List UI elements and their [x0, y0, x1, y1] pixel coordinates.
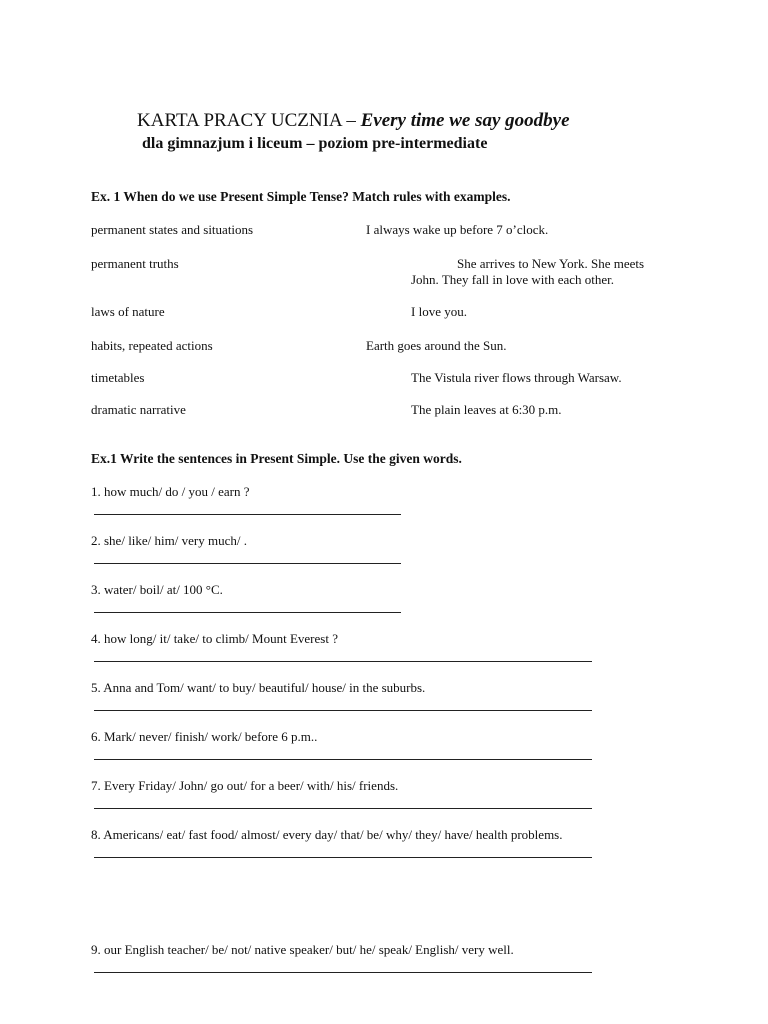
answer-line[interactable]	[94, 759, 592, 760]
example-item: The Vistula river flows through Warsaw.	[411, 370, 622, 385]
example-item: I always wake up before 7 o’clock.	[366, 222, 549, 237]
rule-item: habits, repeated actions	[91, 338, 213, 353]
answer-line[interactable]	[94, 563, 401, 564]
worksheet-title	[137, 110, 570, 132]
example-item: Earth goes around the Sun.	[366, 338, 507, 353]
rule-item: permanent truths	[91, 256, 179, 271]
answer-line[interactable]	[94, 514, 401, 515]
sentence-prompt: 3. water/ boil/ at/ 100 °C.	[91, 582, 223, 597]
answer-line[interactable]	[94, 661, 592, 662]
example-item: The plain leaves at 6:30 p.m.	[411, 402, 562, 417]
sentence-prompt: 1. how much/ do / you / earn ?	[91, 484, 250, 499]
sentence-prompt: 4. how long/ it/ take/ to climb/ Mount Everest ?	[91, 631, 338, 646]
rule-item: permanent states and situations	[91, 222, 254, 237]
ex2-heading: Ex.1 Write the sentences in Present Simple. Use the given words.	[91, 451, 462, 466]
worksheet-subtitle: dla gimnazjum i liceum – poziom pre-intermediate	[142, 135, 488, 152]
ex1-heading: Ex. 1 When do we use Present Simple Tense? Match rules with examples.	[91, 189, 511, 204]
title-main: KARTA PRACY UCZNIA –	[137, 110, 361, 131]
sentence-prompt: 9. our English teacher/ be/ not/ native speaker/ but/ he/ speak/ English/ very well.	[91, 942, 514, 957]
rule-item: laws of nature	[91, 304, 165, 319]
title-italic: Every time we say goodbye	[360, 110, 570, 131]
answer-line[interactable]	[94, 857, 592, 858]
answer-line[interactable]	[94, 612, 401, 613]
example-item: John. They fall in love with each other.	[411, 272, 615, 287]
sentence-prompt: 2. she/ like/ him/ very much/ .	[91, 533, 247, 548]
sentence-prompt: 6. Mark/ never/ finish/ work/ before 6 p.m..	[91, 729, 318, 744]
rule-item: timetables	[91, 370, 145, 385]
sentence-prompt: 5. Anna and Tom/ want/ to buy/ beautiful/ house/ in the suburbs.	[91, 680, 426, 695]
example-item: I love you.	[411, 304, 467, 319]
sentence-prompt: 7. Every Friday/ John/ go out/ for a beer/ with/ his/ friends.	[91, 778, 399, 793]
sentence-prompt: 8. Americans/ eat/ fast food/ almost/ every day/ that/ be/ why/ they/ have/ health problems.	[91, 827, 563, 842]
example-item: She arrives to New York. She meets	[457, 256, 645, 271]
answer-line[interactable]	[94, 710, 592, 711]
answer-line[interactable]	[94, 972, 592, 973]
rule-item: dramatic narrative	[91, 402, 186, 417]
answer-line[interactable]	[94, 808, 592, 809]
